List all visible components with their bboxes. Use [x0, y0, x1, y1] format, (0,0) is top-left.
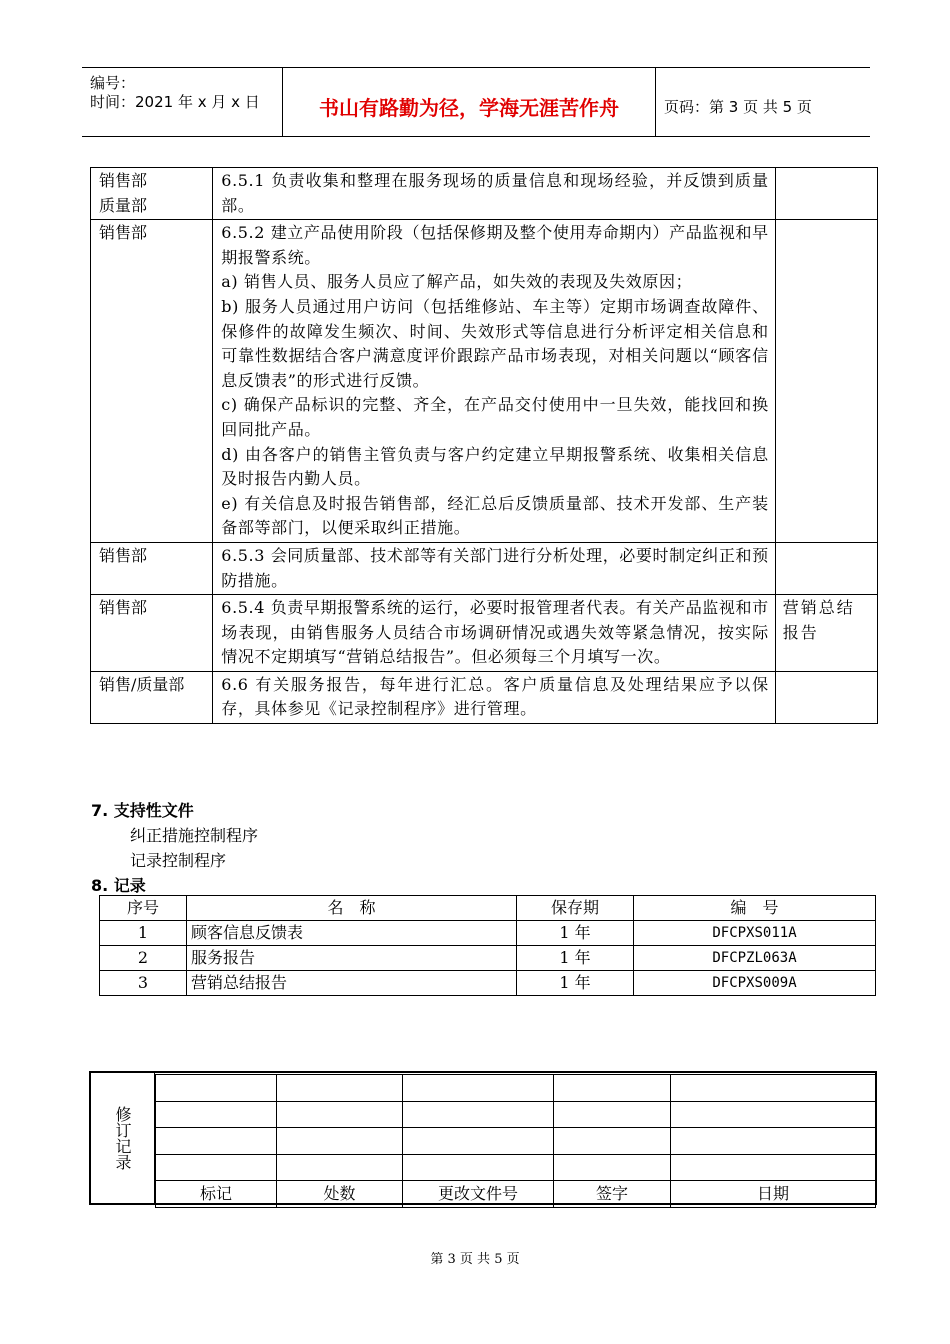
record-index: 3	[100, 971, 187, 996]
table-row	[91, 220, 878, 543]
revision-header-row	[156, 1181, 876, 1208]
revision-cell	[277, 1154, 403, 1181]
responsibility-text: b) 服务人员通过用户访问（包括维修站、车主等）定期市场调查故障件、保修件的故障发生频次、时间、失效形式等信息进行分析评定相关信息和可靠性数据结合客户满意度评价跟踪产品市场表现，对相关问题以“顾客信息反馈表”的形式进行反馈。	[221, 296, 769, 390]
record-code: DFCPXS009A	[634, 971, 876, 996]
revision-cell	[156, 1101, 277, 1128]
revision-blank-row	[156, 1075, 876, 1102]
responsibility-text: 6.5.3 会同质量部、技术部等有关部门进行分析处理，必要时制定纠正和预防措施。	[221, 545, 769, 590]
department-name: 销售部	[99, 171, 148, 190]
col-header-retention: 保存期	[517, 896, 634, 921]
table-row	[100, 921, 876, 946]
revision-cell	[156, 1154, 277, 1181]
department-cell	[91, 542, 213, 594]
table-row	[91, 542, 878, 594]
record-code: DFCPZL063A	[634, 946, 876, 971]
section-7-title: 7. 支持性文件	[91, 801, 194, 820]
revision-cell	[554, 1101, 671, 1128]
revision-blank-row	[156, 1154, 876, 1181]
page-footer: 第 3 页 共 5 页	[430, 1252, 520, 1267]
department-name: 销售/质量部	[99, 674, 185, 694]
revision-cell	[554, 1075, 671, 1102]
department-name: 销售部	[99, 598, 148, 618]
revision-cell	[156, 1075, 277, 1102]
department-cell	[91, 168, 213, 220]
revision-cell	[403, 1075, 554, 1102]
table-row	[91, 671, 878, 723]
header-motto-cell	[283, 68, 656, 136]
revision-cell	[671, 1154, 876, 1181]
record-cell	[775, 168, 877, 220]
col-header-name: 名 称	[187, 896, 517, 921]
record-name: 服务报告	[187, 946, 517, 971]
table-row	[100, 946, 876, 971]
revision-blank-row	[156, 1128, 876, 1155]
record-name: 顾客信息反馈表	[187, 921, 517, 946]
revision-cell	[277, 1128, 403, 1155]
department-name: 销售部	[99, 545, 148, 565]
revision-cell	[277, 1075, 403, 1102]
responsibility-cell	[213, 220, 775, 543]
record-cell	[775, 220, 877, 543]
record-index: 1	[100, 921, 187, 946]
record-cell: 营销总结报告	[775, 595, 877, 672]
department-cell	[91, 595, 213, 672]
table-row	[91, 595, 878, 672]
responsibility-cell	[213, 595, 775, 672]
section-8-title: 8. 记录	[91, 876, 146, 895]
document-number: 编号：	[90, 74, 136, 92]
revision-cell	[277, 1101, 403, 1128]
revision-header-change-no: 更改文件号	[403, 1181, 554, 1208]
department-cell	[91, 220, 213, 543]
record-cell	[775, 542, 877, 594]
revision-label: 修订记录	[113, 1106, 132, 1170]
revision-header-date: 日期	[671, 1181, 876, 1208]
department-cell	[91, 671, 213, 723]
responsibility-text: 6.5.2 建立产品使用阶段（包括保修期及整个使用寿命期内）产品监视和早期报警系统。	[221, 223, 769, 267]
revision-cell	[671, 1075, 876, 1102]
header-info	[82, 68, 283, 136]
revision-cell	[671, 1128, 876, 1155]
records-header-row	[100, 896, 876, 921]
revision-table	[155, 1074, 876, 1208]
record-cell	[775, 671, 877, 723]
revision-label-cell	[90, 1073, 155, 1203]
responsibility-text: e) 有关信息及时报告销售部，经汇总后反馈质量部、技术开发部、生产装备部等部门，以便采取纠正措施。	[221, 493, 769, 538]
responsibility-text: c) 确保产品标识的完整、齐全，在产品交付使用中一旦失效，能找回和换回同批产品。	[221, 395, 769, 439]
revision-cell	[671, 1101, 876, 1128]
revision-cell	[156, 1128, 277, 1155]
revision-header-count: 处数	[277, 1181, 403, 1208]
revision-header-mark: 标记	[156, 1181, 277, 1208]
responsibility-table	[90, 167, 878, 724]
responsibility-cell	[213, 168, 775, 220]
revision-cell	[554, 1128, 671, 1155]
revision-cell	[403, 1154, 554, 1181]
record-code: DFCPXS011A	[634, 921, 876, 946]
revision-header-signature: 签字	[554, 1181, 671, 1208]
header-page-cell	[656, 68, 870, 136]
revision-cell	[554, 1154, 671, 1181]
support-doc-item: 记录控制程序	[130, 851, 227, 870]
support-doc-item: 纠正措施控制程序	[130, 826, 259, 845]
record-name: 营销总结报告	[187, 971, 517, 996]
page-header	[82, 67, 870, 137]
table-row	[100, 971, 876, 996]
records-table	[99, 895, 876, 996]
document-date: 时间：2021 年 x 月 x 日	[90, 93, 260, 111]
col-header-code: 编 号	[634, 896, 876, 921]
responsibility-cell	[213, 542, 775, 594]
responsibility-text: 6.6 有关服务报告，每年进行汇总。客户质量信息及处理结果应予以保存，具体参见《记录控制程序》进行管理。	[221, 674, 769, 719]
record-retention: 1 年	[517, 946, 634, 971]
table-row	[91, 168, 878, 220]
record-index: 2	[100, 946, 187, 971]
revision-cell	[403, 1101, 554, 1128]
department-name: 质量部	[99, 195, 148, 215]
responsibility-text: a) 销售人员、服务人员应了解产品，如失效的表现及失效原因；	[221, 272, 693, 292]
header-page-number: 页码：第 3 页 共 5 页	[664, 97, 812, 116]
responsibility-cell	[213, 671, 775, 723]
revision-cell	[403, 1128, 554, 1155]
revision-blank-row	[156, 1101, 876, 1128]
responsibility-text: 6.5.1 负责收集和整理在服务现场的质量信息和现场经验，并反馈到质量部。	[221, 171, 769, 215]
record-retention: 1 年	[517, 971, 634, 996]
responsibility-text: 6.5.4 负责早期报警系统的运行，必要时报管理者代表。有关产品监视和市场表现，由销售服务人员结合市场调研情况或遇失效等紧急情况，按实际情况不定期填写“营销总结报告”。但必须每三个月填写一次。	[221, 598, 769, 667]
department-name: 销售部	[99, 223, 148, 243]
header-motto: 书山有路勤为径，学海无涯苦作舟	[319, 95, 619, 120]
responsibility-text: d) 由各客户的销售主管负责与客户约定建立早期报警系统、收集相关信息及时报告内勤人员。	[221, 444, 769, 489]
record-retention: 1 年	[517, 921, 634, 946]
col-header-index: 序号	[100, 896, 187, 921]
